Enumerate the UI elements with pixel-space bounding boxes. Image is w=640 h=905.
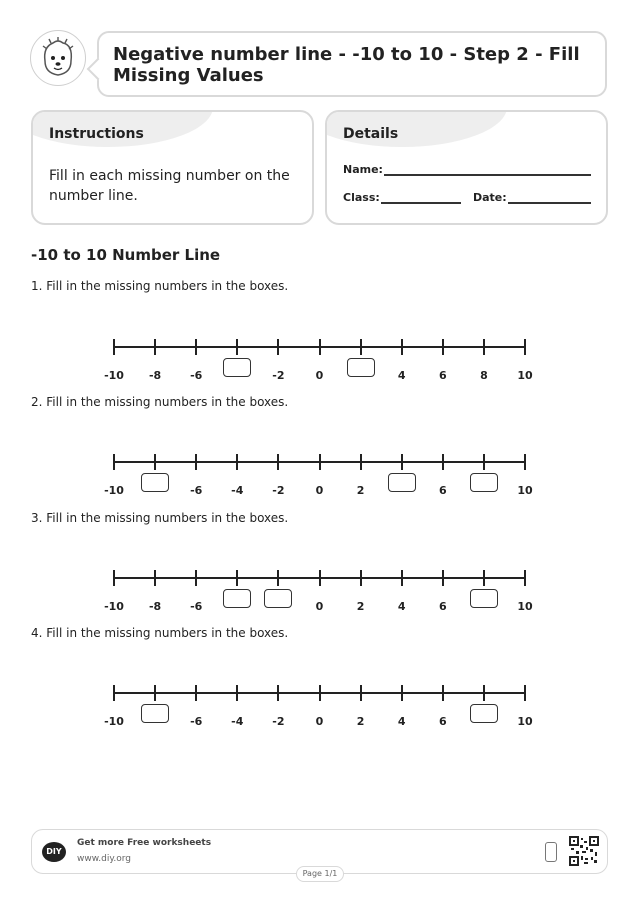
name-field[interactable]: [384, 174, 591, 176]
number-line-tick: [483, 454, 485, 470]
number-line-tick: [113, 685, 115, 701]
number-line-tick: [401, 339, 403, 355]
number-line-tick: [154, 454, 156, 470]
answer-box[interactable]: [223, 589, 251, 608]
number-line-tick: [360, 339, 362, 355]
number-line-tick: [442, 339, 444, 355]
number-line-label: 6: [438, 715, 447, 728]
number-line-label: 6: [438, 600, 447, 613]
number-line-label: -8: [148, 600, 162, 613]
number-line-tick: [195, 570, 197, 586]
mascot-face-icon: [31, 31, 85, 85]
number-line-label: 6: [438, 484, 447, 497]
number-line: [0, 692, 640, 742]
footer-url-link[interactable]: www.diy.org: [77, 854, 131, 864]
number-line-tick: [277, 454, 279, 470]
number-line-label: -2: [272, 484, 285, 497]
answer-box[interactable]: [470, 704, 498, 723]
number-line-label: -10: [104, 600, 124, 613]
number-line-tick: [154, 685, 156, 701]
answer-box[interactable]: [470, 473, 498, 492]
number-line-tick: [195, 339, 197, 355]
question-number: 2.: [31, 395, 43, 409]
number-line-label: -2: [272, 715, 285, 728]
number-line-tick: [483, 339, 485, 355]
number-line-tick: [236, 685, 238, 701]
number-line-tick: [401, 454, 403, 470]
question-number: 4.: [31, 626, 43, 640]
number-line-tick: [277, 685, 279, 701]
details-heading: Details: [343, 126, 399, 142]
number-line-tick: [154, 339, 156, 355]
number-line-label: 10: [517, 369, 533, 382]
number-line-label: 0: [315, 369, 324, 382]
number-line-label: 0: [315, 484, 324, 497]
number-line-label: -4: [231, 484, 244, 497]
question-text: Fill in the missing numbers in the boxes.: [46, 511, 289, 525]
number-line-tick: [483, 685, 485, 701]
number-line-label: 0: [315, 600, 324, 613]
number-line-tick: [442, 570, 444, 586]
number-line-label: 10: [517, 600, 533, 613]
number-line-label: -6: [190, 600, 203, 613]
number-line-tick: [360, 570, 362, 586]
question-text: Fill in the missing numbers in the boxes.: [46, 626, 289, 640]
number-line-tick: [195, 685, 197, 701]
number-line-label: 2: [356, 715, 365, 728]
number-line: [0, 461, 640, 511]
number-line-tick: [483, 570, 485, 586]
number-line-label: -4: [231, 715, 244, 728]
question-number: 1.: [31, 279, 43, 293]
number-line-tick: [113, 339, 115, 355]
number-line-tick: [524, 339, 526, 355]
answer-box[interactable]: [470, 589, 498, 608]
number-line-tick: [319, 570, 321, 586]
number-line-label: 4: [397, 369, 406, 382]
number-line-label: 4: [397, 600, 406, 613]
date-label: Date:: [473, 191, 507, 204]
question-number: 3.: [31, 511, 43, 525]
number-line-label: -10: [104, 715, 124, 728]
question-prompt: [31, 279, 288, 293]
number-line-label: -6: [190, 369, 203, 382]
number-line-label: 6: [438, 369, 447, 382]
question-text: Fill in the missing numbers in the boxes.: [46, 279, 289, 293]
question-prompt: [31, 395, 288, 409]
number-line-label: 2: [356, 484, 365, 497]
number-line-label: -8: [148, 369, 162, 382]
name-label: Name:: [343, 163, 383, 176]
answer-box[interactable]: [141, 704, 169, 723]
number-line-tick: [154, 570, 156, 586]
answer-box[interactable]: [264, 589, 292, 608]
question-prompt: [31, 626, 288, 640]
number-line-tick: [401, 685, 403, 701]
number-line-tick: [524, 454, 526, 470]
number-line-tick: [524, 570, 526, 586]
number-line-label: -6: [190, 715, 203, 728]
number-line-label: 10: [517, 484, 533, 497]
date-field[interactable]: [508, 202, 591, 204]
number-line-tick: [442, 454, 444, 470]
number-line-tick: [113, 454, 115, 470]
answer-box[interactable]: [223, 358, 251, 377]
class-field[interactable]: [381, 202, 461, 204]
instructions-heading: Instructions: [49, 126, 144, 142]
qr-code-icon: [569, 836, 599, 866]
number-line: [0, 577, 640, 627]
section-title: -10 to 10 Number Line: [31, 246, 221, 264]
page-number: Page 1/1: [296, 866, 344, 882]
number-line: [0, 346, 640, 396]
number-line-label: -10: [104, 484, 124, 497]
number-line-tick: [360, 685, 362, 701]
number-line-tick: [113, 570, 115, 586]
number-line-tick: [319, 339, 321, 355]
number-line-label: 2: [356, 600, 365, 613]
number-line-tick: [195, 454, 197, 470]
number-line-tick: [319, 454, 321, 470]
number-line-tick: [277, 339, 279, 355]
number-line-label: 8: [480, 369, 488, 382]
number-line-label: -6: [190, 484, 203, 497]
number-line-label: 10: [517, 715, 533, 728]
class-label: Class:: [343, 191, 380, 204]
answer-box[interactable]: [388, 473, 416, 492]
footer-promo-text: Get more Free worksheets: [77, 838, 212, 848]
instructions-panel: [31, 110, 314, 225]
number-line-label: -2: [272, 369, 285, 382]
answer-box[interactable]: [141, 473, 169, 492]
question-prompt: [31, 511, 288, 525]
number-line-tick: [442, 685, 444, 701]
title-bubble: [97, 31, 607, 97]
number-line-label: 0: [315, 715, 324, 728]
phone-icon: [545, 842, 557, 862]
number-line-tick: [236, 570, 238, 586]
instructions-text: Fill in each missing number on the number line.: [49, 168, 290, 204]
number-line-tick: [236, 454, 238, 470]
number-line-tick: [319, 685, 321, 701]
number-line-tick: [360, 454, 362, 470]
number-line-tick: [277, 570, 279, 586]
page-title: Negative number line - -10 to 10 - Step 2 - Fill Missing Values: [113, 44, 580, 86]
number-line-tick: [524, 685, 526, 701]
answer-box[interactable]: [347, 358, 375, 377]
number-line-tick: [401, 570, 403, 586]
number-line-label: -10: [104, 369, 124, 382]
number-line-tick: [236, 339, 238, 355]
number-line-label: 4: [397, 715, 406, 728]
details-panel: [325, 110, 608, 225]
question-text: Fill in the missing numbers in the boxes.: [46, 395, 289, 409]
diy-logo-icon: DIY: [42, 842, 66, 862]
mascot-avatar: [30, 30, 86, 86]
